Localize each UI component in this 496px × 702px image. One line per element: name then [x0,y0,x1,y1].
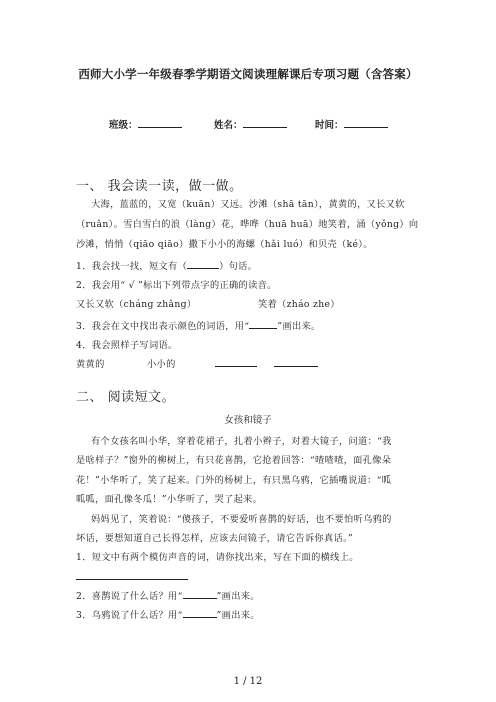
question-3-text-a: 3．我会在文中找出表示颜色的词语，用“ [76,321,250,332]
question-4-example-2: 小小的 [147,359,176,370]
section1-line-1: 大海，蓝蓝的，又宽（kuān）又远。沙滩（shā tān），黄黄的，又长又软 [91,199,405,210]
name-label: 姓名： [214,120,243,131]
s2-question-2-text-b: ”画出来。 [216,591,260,602]
time-blank[interactable] [344,117,388,128]
story-line-1: 有个女孩名叫小华，穿着花裙子，扎着小辫子，对着大镜子，问道：“我 [91,436,392,447]
name-field [214,117,287,131]
story-line-4: 呱呱，面孔像冬瓜！”小华听了，哭了起来。 [76,494,263,505]
section1-question-4: 4．我会照样子写词语。 [76,340,178,351]
question-1-text-a: 1．我会找一找，短文有（ [76,261,188,272]
question-2-option-1: 又长又软（cháng zhǎng） [76,299,197,310]
section1-line-3: 沙滩，悄悄（qiāo qiāo）撒下小小的海螺（hǎi luó）和贝壳（ké）。 [76,239,373,250]
story-title: 女孩和镜子 [224,415,272,426]
time-field [315,117,388,131]
time-label: 时间： [315,120,344,131]
question-4-example-1: 黄黄的 [76,359,105,370]
s2-question-3-blank[interactable] [183,607,217,618]
story-line-2: 是啥样子？”窗外的柳树上，有只花喜鹊，它抢着回答：“喳喳喳，面孔像朵 [76,455,392,466]
question-3-blank[interactable] [249,318,277,329]
class-blank[interactable] [138,117,182,128]
class-label: 班级： [109,120,138,131]
section2-answer-line[interactable] [76,579,188,580]
question-1-blank[interactable] [187,258,219,269]
question-3-text-b: ”画出来。 [277,321,321,332]
section2-question-1: 1．短文中有两个模仿声音的词，请你找出来，写在下面的横线上。 [76,552,359,563]
s2-question-2-text-a: 2．喜鹊说了什么话？用“ [76,591,183,602]
story-line-5: 妈妈见了，笑着说：“傻孩子，不要爱听喜鹊的好话，也不要怕听乌鸦的 [91,514,392,525]
story-line-3: 花！”小华听了，笑了起来。门外的杨树上，有只黑乌鸦，它插嘴说道：“呱 [76,475,392,486]
question-4-blank-2[interactable] [274,366,318,367]
s2-question-3-text-b: ”画出来。 [216,610,260,621]
class-field [109,117,182,131]
s2-question-2-blank[interactable] [183,588,217,599]
document-title: 西师大小学一年级春季学期语文阅读理解课后专项习题（含答案） [78,67,418,81]
section1-line-2: （ruǎn）。雪白雪白的浪（làng）花，哗哗（huā huā）地笑着，涌（yǒng）向 [76,219,419,230]
section2-question-2 [76,588,260,602]
story-line-6: 坏话，要想知道自己长得怎样，应该去问镜子，请它告诉你真话。” [76,533,354,544]
name-blank[interactable] [243,117,287,128]
page-number: 1 / 12 [233,676,263,687]
section2-question-3 [76,607,260,621]
question-2-option-2: 笑着（zháo zhe） [258,299,340,310]
section1-question-2: 2．我会用“ √ ”标出下列带点字的正确的读音。 [76,280,277,291]
section1-question-1 [76,258,257,272]
section2-heading: 二、 阅读短文。 [76,390,176,405]
question-1-text-b: ）句话。 [219,261,258,272]
s2-question-3-text-a: 3．乌鸦说了什么话？用“ [76,610,183,621]
section1-heading: 一、 我会读一读，做一做。 [76,179,243,194]
question-4-blank-1[interactable] [215,366,257,367]
section1-question-3 [76,318,321,332]
